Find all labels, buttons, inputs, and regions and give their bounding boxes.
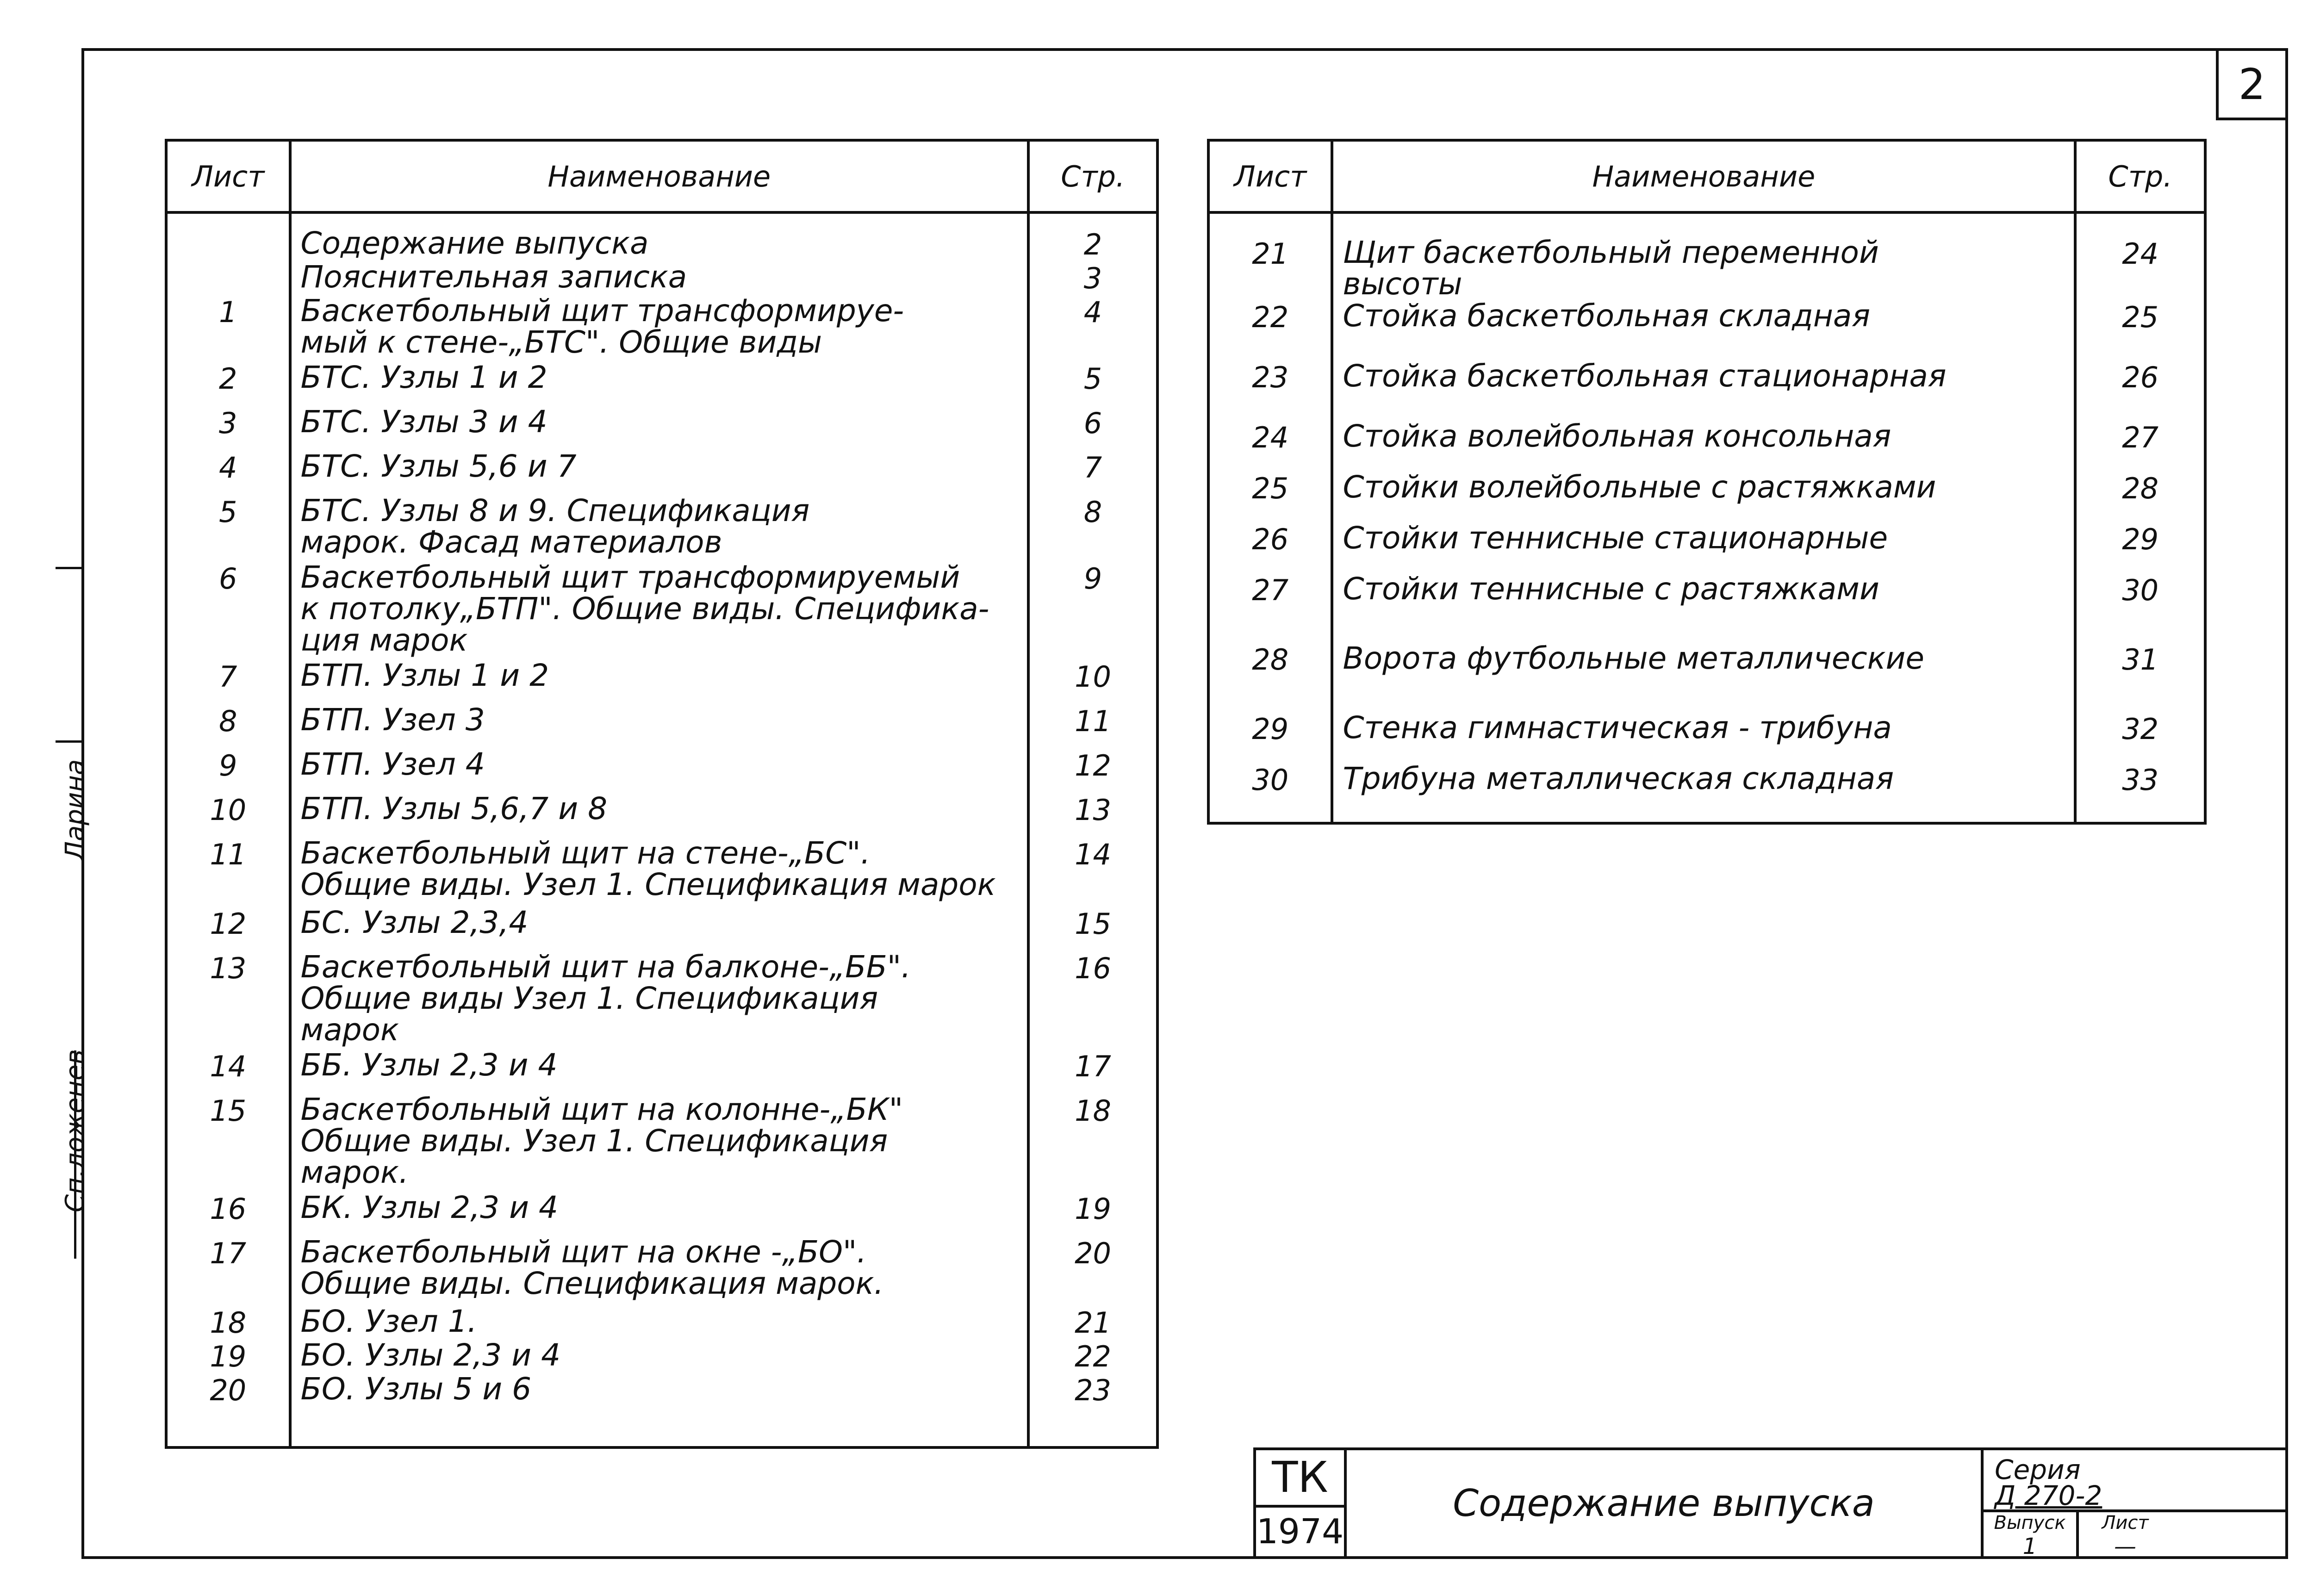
table-row — [166, 749, 1157, 793]
row-sheet-number: 18 — [166, 1306, 290, 1340]
row-sheet-number: 5 — [166, 495, 290, 562]
row-page-number: 19 — [1028, 1192, 1157, 1236]
row-title: БТП. Узлы 5,6,7 и 8 — [290, 793, 1028, 838]
table-row — [166, 406, 1157, 451]
row-title: Трибуна металлическая складная — [1332, 763, 2075, 823]
table-row — [1208, 300, 2205, 360]
row-page-number: 4 — [1028, 295, 1157, 362]
table-row — [166, 1306, 1157, 1340]
row-sheet-number: 24 — [1208, 421, 1332, 472]
row-title: БТС. Узлы 3 и 4 — [290, 406, 1028, 451]
year: 1974 — [1256, 1512, 1344, 1552]
table-row — [1208, 421, 2205, 472]
row-page-number: 32 — [2075, 712, 2205, 763]
row-page-number: 2 — [1028, 212, 1157, 261]
row-page-number: 23 — [1028, 1373, 1157, 1447]
row-title: Стойка баскетбольная стационарная — [1332, 360, 2075, 421]
row-title: Ворота футбольные металлические — [1332, 643, 2075, 712]
row-title: Стойки теннисные стационарные — [1332, 522, 2075, 573]
column-header-sheet: Лист — [166, 140, 290, 212]
row-title: Содержание выпуска — [290, 212, 1028, 261]
row-sheet-number: 27 — [1208, 573, 1332, 643]
issue-value: 1 — [2022, 1534, 2037, 1559]
row-page-number: 16 — [1028, 951, 1157, 1050]
row-page-number: 14 — [1028, 838, 1157, 907]
row-sheet-number: 28 — [1208, 643, 1332, 712]
row-sheet-number: 11 — [166, 838, 290, 907]
sheet-cell — [2079, 1512, 2171, 1559]
organization-cell — [1256, 1450, 1347, 1556]
table-row — [166, 212, 1157, 261]
table-row — [166, 362, 1157, 406]
column-header-sheet: Лист — [1208, 140, 1332, 212]
table-row — [166, 704, 1157, 749]
row-page-number: 29 — [2075, 522, 2205, 573]
margin-tick-middle — [56, 740, 81, 743]
title-block — [1253, 1447, 2288, 1559]
row-title: Пояснительная записка — [290, 261, 1028, 295]
row-sheet-number: 12 — [166, 907, 290, 951]
row-sheet-number: 17 — [166, 1236, 290, 1306]
row-title: БТП. Узлы 1 и 2 — [290, 660, 1028, 704]
row-page-number: 25 — [2075, 300, 2205, 360]
row-sheet-number: 6 — [166, 562, 290, 660]
table-row — [166, 838, 1157, 907]
row-title: БО. Узлы 2,3 и 4 — [290, 1340, 1028, 1373]
row-title: Стойки волейбольные с растяжками — [1332, 472, 2075, 522]
table-row — [166, 1192, 1157, 1236]
issue-sheet-cells — [1984, 1509, 2288, 1559]
row-page-number: 31 — [2075, 643, 2205, 712]
margin-tick-top — [56, 567, 81, 569]
row-sheet-number: 23 — [1208, 360, 1332, 421]
table-row — [1208, 712, 2205, 763]
row-title: Баскетбольный щит на колонне-„БК" Общие виды. Узел 1. Спецификация марок. — [290, 1094, 1028, 1192]
row-sheet-number: 21 — [1208, 212, 1332, 300]
table-row — [166, 1373, 1157, 1447]
table-row — [166, 451, 1157, 495]
row-page-number: 5 — [1028, 362, 1157, 406]
table-header-row — [166, 140, 1157, 212]
column-header-name: Наименование — [290, 140, 1028, 212]
row-page-number: 3 — [1028, 261, 1157, 295]
row-page-number: 20 — [1028, 1236, 1157, 1306]
row-sheet-number: 29 — [1208, 712, 1332, 763]
margin-label-top: Ларина — [60, 759, 90, 861]
row-sheet-number: 13 — [166, 951, 290, 1050]
table-row — [166, 907, 1157, 951]
row-sheet-number: 9 — [166, 749, 290, 793]
row-page-number: 30 — [2075, 573, 2205, 643]
series-label: Серия — [1995, 1454, 2081, 1485]
row-page-number: 22 — [1028, 1340, 1157, 1373]
row-title: БТС. Узлы 5,6 и 7 — [290, 451, 1028, 495]
row-page-number: 12 — [1028, 749, 1157, 793]
row-page-number: 9 — [1028, 562, 1157, 660]
table-row — [166, 261, 1157, 295]
table-row — [166, 793, 1157, 838]
row-sheet-number: 14 — [166, 1050, 290, 1094]
row-sheet-number: 16 — [166, 1192, 290, 1236]
table-row — [1208, 212, 2205, 300]
row-title: БТП. Узел 3 — [290, 704, 1028, 749]
row-page-number: 6 — [1028, 406, 1157, 451]
row-sheet-number: 25 — [1208, 472, 1332, 522]
contents-table-left — [165, 139, 1159, 1449]
contents-table-right — [1207, 139, 2207, 825]
row-sheet-number: 3 — [166, 406, 290, 451]
row-title: ББ. Узлы 2,3 и 4 — [290, 1050, 1028, 1094]
sheet-label: Лист — [2102, 1512, 2149, 1534]
table-row — [166, 1340, 1157, 1373]
row-title: Баскетбольный щит трансформируемый к потолку„БТП". Общие виды. Специфика- ция марок — [290, 562, 1028, 660]
row-sheet-number — [166, 212, 290, 261]
row-title: БО. Узел 1. — [290, 1306, 1028, 1340]
row-sheet-number: 8 — [166, 704, 290, 749]
row-title: Стенка гимнастическая - трибуна — [1332, 712, 2075, 763]
sheet-value: — — [2114, 1534, 2136, 1559]
row-title: БО. Узлы 5 и 6 — [290, 1373, 1028, 1447]
row-title: БК. Узлы 2,3 и 4 — [290, 1192, 1028, 1236]
sheet-number-badge: 2 — [2216, 48, 2288, 120]
row-title: Баскетбольный щит трансформируе- мый к стене-„БТС". Общие виды — [290, 295, 1028, 362]
row-page-number: 15 — [1028, 907, 1157, 951]
table-row — [1208, 522, 2205, 573]
table-row — [166, 562, 1157, 660]
row-sheet-number: 30 — [1208, 763, 1332, 823]
column-header-page: Стр. — [1028, 140, 1157, 212]
series-cell — [1981, 1450, 2288, 1559]
row-title: БТП. Узел 4 — [290, 749, 1028, 793]
row-sheet-number: 1 — [166, 295, 290, 362]
column-header-page: Стр. — [2075, 140, 2205, 212]
row-sheet-number: 7 — [166, 660, 290, 704]
row-sheet-number: 19 — [166, 1340, 290, 1373]
row-page-number: 17 — [1028, 1050, 1157, 1094]
table-row — [166, 660, 1157, 704]
series-code: Д 270-2 — [1995, 1480, 2103, 1511]
row-title: Стойки теннисные с растяжками — [1332, 573, 2075, 643]
row-title: Стойка баскетбольная складная — [1332, 300, 2075, 360]
row-title: БТС. Узлы 8 и 9. Спецификация марок. Фасад материалов — [290, 495, 1028, 562]
row-sheet-number: 20 — [166, 1373, 290, 1447]
row-page-number: 26 — [2075, 360, 2205, 421]
table-row — [1208, 763, 2205, 823]
row-page-number: 33 — [2075, 763, 2205, 823]
document-title: Содержание выпуска — [1453, 1482, 1875, 1525]
table-row — [1208, 472, 2205, 522]
table-row — [166, 495, 1157, 562]
table-row — [1208, 643, 2205, 712]
table-row — [1208, 360, 2205, 421]
table-row — [166, 295, 1157, 362]
row-page-number: 13 — [1028, 793, 1157, 838]
table-row — [166, 951, 1157, 1050]
row-page-number: 21 — [1028, 1306, 1157, 1340]
row-sheet-number — [166, 261, 290, 295]
row-page-number: 27 — [2075, 421, 2205, 472]
table-row — [166, 1050, 1157, 1094]
row-page-number: 18 — [1028, 1094, 1157, 1192]
organization-code: ТК — [1256, 1450, 1344, 1508]
row-sheet-number: 4 — [166, 451, 290, 495]
row-title: БТС. Узлы 1 и 2 — [290, 362, 1028, 406]
row-page-number: 24 — [2075, 212, 2205, 300]
row-sheet-number: 15 — [166, 1094, 290, 1192]
row-title: БС. Узлы 2,3,4 — [290, 907, 1028, 951]
column-header-name: Наименование — [1332, 140, 2075, 212]
row-page-number: 8 — [1028, 495, 1157, 562]
table-row — [166, 1094, 1157, 1192]
row-page-number: 11 — [1028, 704, 1157, 749]
row-title: Щит баскетбольный переменной высоты — [1332, 212, 2075, 300]
table-row — [1208, 573, 2205, 643]
row-title: Стойка волейбольная консольная — [1332, 421, 2075, 472]
row-page-number: 28 — [2075, 472, 2205, 522]
row-page-number: 7 — [1028, 451, 1157, 495]
issue-cell — [1984, 1512, 2079, 1559]
row-title: Баскетбольный щит на балконе-„ББ". Общие виды Узел 1. Спецификация марок — [290, 951, 1028, 1050]
row-sheet-number: 22 — [1208, 300, 1332, 360]
table-header-row — [1208, 140, 2205, 212]
row-sheet-number: 2 — [166, 362, 290, 406]
row-sheet-number: 10 — [166, 793, 290, 838]
issue-label: Выпуск — [1994, 1512, 2066, 1534]
row-sheet-number: 26 — [1208, 522, 1332, 573]
table-row — [166, 1236, 1157, 1306]
margin-label-bottom: Сп.ложенев — [60, 1049, 90, 1212]
row-page-number: 10 — [1028, 660, 1157, 704]
row-title: Баскетбольный щит на стене-„БС". Общие виды. Узел 1. Спецификация марок — [290, 838, 1028, 907]
row-title: Баскетбольный щит на окне -„БО". Общие виды. Спецификация марок. — [290, 1236, 1028, 1306]
